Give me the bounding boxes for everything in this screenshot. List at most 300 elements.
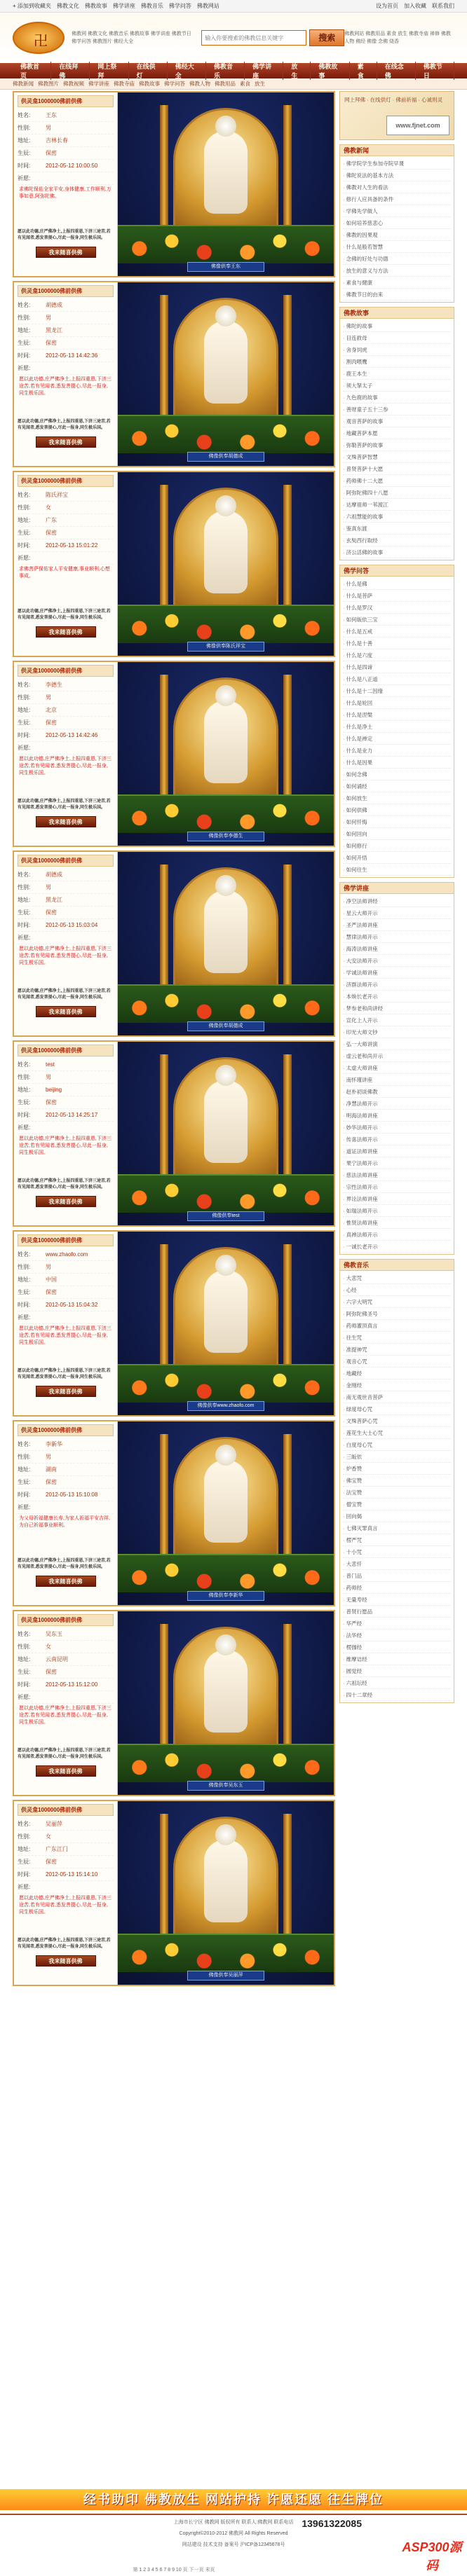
sidebar-link[interactable]: · 什么是四谛 bbox=[343, 661, 451, 673]
sidebar-link[interactable]: · 惟贤法师讲座 bbox=[343, 1217, 451, 1229]
sidebar-link[interactable]: · 地藏菩萨本愿 bbox=[343, 427, 451, 439]
sidebar-link[interactable]: · 弘一大师讲演 bbox=[343, 1038, 451, 1050]
sidebar-link[interactable]: · 什么是罗汉 bbox=[343, 602, 451, 614]
sidebar-link[interactable]: · 舍身饲虎 bbox=[343, 344, 451, 356]
box-title: 佛教音乐 bbox=[340, 1260, 454, 1271]
date-value: 2012-05-13 14:42:46 bbox=[46, 732, 98, 738]
wish-row bbox=[18, 362, 114, 375]
sidebar-link[interactable]: · 妙华法师开示 bbox=[343, 1122, 451, 1134]
wish-text: 愿以此功德,庄严佛净土,上报四重恩,下济三途苦,若有见闻者,悉发菩提心,尽此一报身,同生极乐国。 bbox=[19, 377, 111, 396]
sidebar-link[interactable]: · 济群法师开示 bbox=[343, 979, 451, 991]
lectures-box bbox=[339, 882, 454, 1255]
subnav-item[interactable]: 佛教图片 bbox=[38, 81, 59, 87]
sidebar-link[interactable]: · 海涛法师讲座 bbox=[343, 943, 451, 955]
sidebar-link[interactable]: · 什么是轮回 bbox=[343, 697, 451, 709]
sidebar-link[interactable]: · 法宝赞 bbox=[343, 1487, 451, 1499]
set-homepage-link[interactable]: 设为首页 bbox=[376, 3, 398, 9]
offering-info bbox=[14, 1611, 118, 1795]
birth-label: 生辰: bbox=[18, 1669, 31, 1675]
sidebar-link[interactable]: · 佛陀的故事 bbox=[343, 320, 451, 332]
sidebar-link[interactable]: · 什么是五戒 bbox=[343, 626, 451, 638]
sidebar-link[interactable]: · 白度母心咒 bbox=[343, 1439, 451, 1451]
sidebar-link[interactable]: · 如何诵经 bbox=[343, 780, 451, 792]
sidebar-link[interactable]: · 莲花生大士心咒 bbox=[343, 1427, 451, 1439]
date-value: 2012-05-13 15:14:10 bbox=[46, 1871, 98, 1878]
site-logo[interactable] bbox=[13, 22, 65, 54]
name-label: 姓名: bbox=[18, 1441, 31, 1447]
nav-item[interactable]: 佛学讲座 bbox=[245, 62, 283, 80]
sidebar-link[interactable]: · 太虚大师讲座 bbox=[343, 1062, 451, 1074]
sidebar-link[interactable]: · 如何供佛 bbox=[343, 804, 451, 816]
dedication-text: 愿以此功德,庄严佛净土,上报四重恩,下济三途苦,若有见闻者,悉发菩提心,尽此一报身,同生极乐国。 bbox=[18, 989, 111, 1000]
offering-title: 供灵龛1000000佛前供佛 bbox=[18, 1045, 114, 1056]
news-box bbox=[339, 144, 454, 303]
music-box bbox=[339, 1259, 454, 1703]
sidebar-link[interactable]: · 四十二章经 bbox=[343, 1689, 451, 1701]
sex-value: 男 bbox=[46, 884, 51, 890]
sidebar-link[interactable]: · 地藏经 bbox=[343, 1368, 451, 1379]
sex-label: 性别: bbox=[18, 504, 31, 511]
name-label: 姓名: bbox=[18, 1251, 31, 1258]
buddha-altar-image bbox=[118, 472, 334, 656]
date-value: 2012-05-13 15:12:00 bbox=[46, 1681, 98, 1688]
date-row bbox=[18, 1679, 114, 1691]
sidebar-link[interactable]: · 善财童子五十三参 bbox=[343, 404, 451, 415]
date-row bbox=[18, 1489, 114, 1501]
wish-text: 求佛陀保佑全家平安,身体健康,工作顺利,万事如意,阿弥陀佛。 bbox=[19, 187, 111, 199]
subnav-item[interactable]: 素食 bbox=[240, 81, 250, 87]
nav-item[interactable]: 网上祭拜 bbox=[90, 62, 128, 80]
sidebar-link[interactable]: · 普门品 bbox=[343, 1570, 451, 1582]
date-label: 时间: bbox=[18, 352, 31, 359]
offering-card bbox=[13, 661, 335, 847]
name-row bbox=[18, 1628, 114, 1641]
bottom-ad-banner[interactable] bbox=[0, 2489, 467, 2510]
buddha-statue-icon bbox=[204, 1270, 248, 1353]
join-offering-button[interactable]: 我来随喜供佛 bbox=[36, 1576, 96, 1587]
date-value: 2012-05-12 10:00:50 bbox=[46, 163, 98, 169]
sex-label: 性别: bbox=[18, 694, 31, 701]
sidebar-link[interactable]: · 印光大师文钞 bbox=[343, 1026, 451, 1038]
nav-item[interactable]: 佛教故事 bbox=[311, 62, 349, 80]
sex-row bbox=[18, 1641, 114, 1653]
sidebar-link[interactable]: · 往生咒 bbox=[343, 1332, 451, 1344]
buddha-statue-icon bbox=[204, 1460, 248, 1543]
sidebar-link[interactable]: · 三皈依 bbox=[343, 1451, 451, 1463]
sidebar-link[interactable]: · 药师佛十二大愿 bbox=[343, 475, 451, 487]
subnav-item[interactable]: 佛教人物 bbox=[189, 81, 210, 87]
wish-row bbox=[18, 1311, 114, 1324]
offering-title: 供灵龛1000000佛前供佛 bbox=[18, 1424, 114, 1436]
topbar-link[interactable]: 佛学讲座 bbox=[112, 3, 135, 9]
sex-row bbox=[18, 691, 114, 704]
birth-row bbox=[18, 1476, 114, 1489]
sidebar-link[interactable]: · 什么是禅定 bbox=[343, 733, 451, 745]
box-title: 佛学讲座 bbox=[340, 883, 454, 894]
sidebar-link[interactable]: · 素食与健康 bbox=[343, 277, 451, 289]
sidebar-link[interactable]: · 南怀瑾讲座 bbox=[343, 1074, 451, 1086]
location-value: 湖南 bbox=[46, 1466, 57, 1473]
sidebar-link[interactable]: · 观音心咒 bbox=[343, 1356, 451, 1368]
sidebar-link[interactable]: · 佛教节日的由来 bbox=[343, 289, 451, 301]
flower-offering bbox=[118, 605, 334, 643]
offering-plaque: 佛像供奉陈氏祥宝 bbox=[187, 642, 264, 652]
join-offering-button[interactable]: 我来随喜供佛 bbox=[36, 1196, 96, 1207]
topbar-link[interactable]: 佛学问答 bbox=[168, 3, 191, 9]
wish-row bbox=[18, 1501, 114, 1514]
wish-text: 为父母祈福健康长寿,为家人祈福平安吉祥,为自己祈福事业顺利。 bbox=[19, 1516, 110, 1528]
birth-row bbox=[18, 907, 114, 919]
sidebar-link[interactable]: · 如何修行 bbox=[343, 840, 451, 852]
wish-label: 祈愿: bbox=[18, 935, 31, 941]
search-area bbox=[201, 29, 344, 46]
contact-link[interactable]: 联系我们 bbox=[432, 3, 454, 9]
sidebar-link[interactable]: · 传喜法师开示 bbox=[343, 1134, 451, 1145]
nav-item[interactable]: 素食 bbox=[350, 62, 377, 80]
dedication-text: 愿以此功德,庄严佛净土,上报四重恩,下济三途苦,若有见闻者,悉发菩提心,尽此一报身,同生极乐国。 bbox=[18, 1749, 111, 1759]
sidebar-link[interactable]: · 如何忏悔 bbox=[343, 816, 451, 828]
birth-value: 保密 bbox=[46, 530, 57, 536]
join-offering-button[interactable]: 我来随喜供佛 bbox=[36, 1955, 96, 1967]
offering-card bbox=[13, 471, 335, 657]
sidebar-link[interactable]: · 佛宝赞 bbox=[343, 1475, 451, 1487]
birth-label: 生辰: bbox=[18, 340, 31, 346]
location-label: 地址: bbox=[18, 707, 31, 713]
sidebar-link[interactable]: · 回向偈 bbox=[343, 1510, 451, 1522]
sidebar-link[interactable]: · 法华经 bbox=[343, 1630, 451, 1641]
sidebar-link[interactable]: · 维摩诘经 bbox=[343, 1653, 451, 1665]
birth-label: 生辰: bbox=[18, 150, 31, 156]
sidebar-link[interactable]: · 什么是十二因缘 bbox=[343, 685, 451, 697]
sidebar-link[interactable]: · 南无观世音菩萨 bbox=[343, 1391, 451, 1403]
sidebar-link[interactable]: · 文殊菩萨心咒 bbox=[343, 1415, 451, 1427]
sidebar-link[interactable]: · 圆觉经 bbox=[343, 1665, 451, 1677]
sidebar-link[interactable]: · 六祖坛经 bbox=[343, 1677, 451, 1689]
nav-item[interactable]: 在线拜佛 bbox=[51, 62, 90, 80]
sidebar-link[interactable]: · 如何开悟 bbox=[343, 852, 451, 864]
wish-text: 愿以此功德,庄严佛净土,上报四重恩,下济三途苦,若有见闻者,悉发菩提心,尽此一报身,同生极乐国。 bbox=[19, 757, 111, 776]
nav-item[interactable]: 放生 bbox=[283, 62, 311, 80]
date-label: 时间: bbox=[18, 922, 31, 928]
topbar-link[interactable]: 佛教文化 bbox=[56, 3, 79, 9]
sidebar-link[interactable]: · 佛教的因果观 bbox=[343, 229, 451, 241]
sidebar-link[interactable]: · 七佛灭罪真言 bbox=[343, 1522, 451, 1534]
birth-row bbox=[18, 1096, 114, 1109]
nav-item[interactable]: 佛教节日 bbox=[416, 62, 454, 80]
subnav-item[interactable]: 佛学问答 bbox=[164, 81, 185, 87]
name-label: 姓名: bbox=[18, 302, 31, 308]
banner-url[interactable]: www.fjnet.com bbox=[386, 116, 449, 135]
buddha-altar-image bbox=[118, 1421, 334, 1605]
sidebar-link[interactable]: · 无量寿经 bbox=[343, 1594, 451, 1606]
sex-value: 男 bbox=[46, 315, 51, 321]
birth-label: 生辰: bbox=[18, 1859, 31, 1865]
birth-value: 保密 bbox=[46, 1479, 57, 1485]
sidebar-link[interactable]: · 目连救母 bbox=[343, 332, 451, 344]
offering-info bbox=[14, 92, 118, 276]
sidebar-link[interactable]: · 药师灌顶真言 bbox=[343, 1320, 451, 1332]
dedication-text: 愿以此功德,庄严佛净土,上报四重恩,下济三途苦,若有见闻者,悉发菩提心,尽此一报身,同生极乐国。 bbox=[18, 230, 111, 240]
buddha-statue-icon bbox=[204, 1650, 248, 1733]
sidebar-link[interactable]: · 慈法法师讲座 bbox=[343, 1169, 451, 1181]
date-row bbox=[18, 1868, 114, 1881]
sidebar-link[interactable]: · 如何念佛 bbox=[343, 769, 451, 780]
sidebar-link[interactable]: · 佛学院学生参加寺院早课 bbox=[343, 158, 451, 170]
sidebar-link[interactable]: · 宗性法师开示 bbox=[343, 1181, 451, 1193]
topbar-link[interactable]: 佛教网站 bbox=[196, 3, 219, 9]
location-label: 地址: bbox=[18, 897, 31, 903]
buddha-altar-image bbox=[118, 92, 334, 276]
sidebar-link[interactable]: · 阿弥陀佛圣号 bbox=[343, 1308, 451, 1320]
pagination[interactable]: 第 1 2 3 4 5 6 7 8 9 10 页 下一页 末页 bbox=[133, 2568, 215, 2572]
subnav-item[interactable]: 佛教用品 bbox=[215, 81, 236, 87]
sidebar-link[interactable]: · 什么是般若智慧 bbox=[343, 241, 451, 253]
sidebar-link[interactable]: · 如瑞法师开示 bbox=[343, 1205, 451, 1217]
dedication-text: 愿以此功德,庄严佛净土,上报四重恩,下济三途苦,若有见闻者,悉发菩提心,尽此一报身,同生极乐国。 bbox=[18, 1938, 111, 1949]
flower-offering bbox=[118, 1364, 334, 1403]
location-row bbox=[18, 1463, 114, 1476]
sidebar-link[interactable]: · 星云大师开示 bbox=[343, 907, 451, 919]
sidebar-link[interactable]: · 什么是净土 bbox=[343, 721, 451, 733]
birth-value: 保密 bbox=[46, 340, 57, 346]
sidebar-link[interactable]: · 六祖慧能的故事 bbox=[343, 511, 451, 523]
topbar-link[interactable]: 佛教故事 bbox=[84, 3, 107, 9]
date-label: 时间: bbox=[18, 542, 31, 549]
sidebar-link[interactable]: · 心经 bbox=[343, 1284, 451, 1296]
sidebar-link[interactable]: · 圣严法师讲座 bbox=[343, 919, 451, 931]
sidebar-link[interactable]: · 虚云老和尚开示 bbox=[343, 1050, 451, 1062]
sidebar-link[interactable]: · 什么是业力 bbox=[343, 745, 451, 757]
sidebar-link[interactable]: · 佛教对人生的看法 bbox=[343, 181, 451, 193]
sidebar-link[interactable]: · 大悲咒 bbox=[343, 1272, 451, 1284]
wish-text: 愿以此功德,庄严佛净土,上报四重恩,下济三途苦,若有见闻者,悉发菩提心,尽此一报身,同生极乐国。 bbox=[19, 1896, 111, 1915]
offering-title: 供灵龛1000000佛前供佛 bbox=[18, 665, 114, 677]
sidebar-link[interactable]: · 准提神咒 bbox=[343, 1344, 451, 1356]
sidebar-link[interactable]: · 净慧法师开示 bbox=[343, 1098, 451, 1110]
sidebar-link[interactable]: · 弥勒菩萨的故事 bbox=[343, 439, 451, 451]
sidebar-link[interactable]: · 慧律法师开示 bbox=[343, 931, 451, 943]
search-input[interactable] bbox=[201, 30, 306, 46]
birth-label: 生辰: bbox=[18, 1099, 31, 1106]
dedication-text: 愿以此功德,庄严佛净土,上报四重恩,下济三途苦,若有见闻者,悉发菩提心,尽此一报身,同生极乐国。 bbox=[18, 609, 111, 620]
join-offering-button[interactable]: 我来随喜供佛 bbox=[36, 816, 96, 827]
nav-item[interactable]: 佛教音乐 bbox=[206, 62, 245, 80]
offering-plaque: 佛像供奉王东 bbox=[187, 262, 264, 272]
topbar-link[interactable]: 佛教音乐 bbox=[140, 3, 163, 9]
location-label: 地址: bbox=[18, 327, 31, 333]
offering-info bbox=[14, 1232, 118, 1415]
sidebar-link[interactable]: · 如何皈依三宝 bbox=[343, 614, 451, 626]
sidebar-link[interactable]: · 药师经 bbox=[343, 1582, 451, 1594]
name-row bbox=[18, 1248, 114, 1261]
sidebar-link[interactable]: · 九色鹿的故事 bbox=[343, 392, 451, 404]
wish-text: 愿以此功德,庄严佛净土,上报四重恩,下济三途苦,若有见闻者,悉发菩提心,尽此一报身,同生极乐国。 bbox=[19, 1326, 111, 1345]
offering-plaque: 佛像供奉李新华 bbox=[187, 1591, 264, 1601]
subnav-item[interactable]: 佛学讲座 bbox=[88, 81, 109, 87]
sidebar-link[interactable]: · 楞伽经 bbox=[343, 1641, 451, 1653]
dedication-text: 愿以此功德,庄严佛净土,上报四重恩,下济三途苦,若有见闻者,悉发菩提心,尽此一报身,同生极乐国。 bbox=[18, 799, 111, 810]
birth-value: 保密 bbox=[46, 909, 57, 916]
sidebar-link[interactable]: · 念佛的好处与功德 bbox=[343, 253, 451, 265]
asp300-logo[interactable]: ASP300源码 bbox=[400, 2538, 464, 2556]
wish-row bbox=[18, 932, 114, 944]
sidebar-link[interactable]: · 观音菩萨的故事 bbox=[343, 415, 451, 427]
offering-info bbox=[14, 662, 118, 846]
sidebar-link[interactable]: · 达摩祖师一苇渡江 bbox=[343, 499, 451, 511]
birth-value: 保密 bbox=[46, 1669, 57, 1675]
sidebar-link[interactable]: · 大安法师开示 bbox=[343, 955, 451, 967]
sidebar-link[interactable]: · 果宁法师开示 bbox=[343, 1157, 451, 1169]
subnav-item[interactable]: 佛教新闻 bbox=[13, 81, 34, 87]
name-value: 李德生 bbox=[46, 682, 62, 688]
name-label: 姓名: bbox=[18, 872, 31, 878]
sidebar-link[interactable]: · 普贤行愿品 bbox=[343, 1606, 451, 1618]
name-row bbox=[18, 109, 114, 122]
join-offering-button[interactable]: 我来随喜供佛 bbox=[36, 626, 96, 638]
sidebar-link[interactable]: · 真禅法师开示 bbox=[343, 1229, 451, 1241]
sidebar-link[interactable]: · 佛陀说法的基本方法 bbox=[343, 170, 451, 181]
dedication-text: 愿以此功德,庄严佛净土,上报四重恩,下济三途苦,若有见闻者,悉发菩提心,尽此一报身,同生极乐国。 bbox=[18, 1179, 111, 1190]
sidebar-link[interactable]: · 割肉喂鹰 bbox=[343, 356, 451, 368]
join-offering-button[interactable]: 我来随喜供佛 bbox=[36, 1006, 96, 1017]
sidebar-link[interactable]: · 界诠法师讲座 bbox=[343, 1193, 451, 1205]
location-value: 中国 bbox=[46, 1276, 57, 1283]
sidebar-link[interactable]: · 僧宝赞 bbox=[343, 1499, 451, 1510]
sidebar-link[interactable]: · 须大拏太子 bbox=[343, 380, 451, 392]
join-offering-button[interactable]: 我来随喜供佛 bbox=[36, 436, 96, 448]
sex-label: 性别: bbox=[18, 1644, 31, 1650]
buddha-altar-image bbox=[118, 662, 334, 846]
sidebar-link[interactable]: · 如何往生 bbox=[343, 864, 451, 876]
sidebar-link[interactable]: · 华严经 bbox=[343, 1618, 451, 1630]
wish-row bbox=[18, 742, 114, 755]
sidebar-link[interactable]: · 什么是涅槃 bbox=[343, 709, 451, 721]
subnav-item[interactable]: 佛教寺庙 bbox=[114, 81, 135, 87]
offering-info bbox=[14, 1801, 118, 1985]
sidebar-link[interactable]: · 楞严咒 bbox=[343, 1534, 451, 1546]
nav-item[interactable]: 佛经大全 bbox=[168, 62, 206, 80]
sidebar-link[interactable]: · 放生的意义与方法 bbox=[343, 265, 451, 277]
sidebar-link[interactable]: · 净空法师讲经 bbox=[343, 895, 451, 907]
offering-info bbox=[14, 1042, 118, 1225]
name-value: 吴东玉 bbox=[46, 1631, 62, 1637]
sidebar-link[interactable]: · 梦参老和尚讲经 bbox=[343, 1003, 451, 1014]
sidebar-link[interactable]: · 道证法师讲座 bbox=[343, 1145, 451, 1157]
sidebar-link[interactable]: · 炉香赞 bbox=[343, 1463, 451, 1475]
sex-label: 性别: bbox=[18, 1264, 31, 1270]
sidebar-link[interactable]: · 什么是六度 bbox=[343, 649, 451, 661]
sidebar-link[interactable]: · 鹿王本生 bbox=[343, 368, 451, 380]
sidebar-link[interactable]: · 赵朴初谈佛教 bbox=[343, 1086, 451, 1098]
birth-value: 保密 bbox=[46, 150, 57, 156]
sidebar-link[interactable]: · 济公活佛的故事 bbox=[343, 546, 451, 558]
box-title: 佛教故事 bbox=[340, 308, 454, 319]
sidebar-link[interactable]: · 一诚长老开示 bbox=[343, 1241, 451, 1253]
date-row bbox=[18, 160, 114, 172]
subnav-item[interactable]: 佛教故事 bbox=[139, 81, 160, 87]
nav-item[interactable]: 在线供灯 bbox=[129, 62, 168, 80]
sidebar-link[interactable]: · 什么是八正道 bbox=[343, 673, 451, 685]
wish-label: 祈愿: bbox=[18, 1504, 31, 1510]
name-row bbox=[18, 1818, 114, 1831]
sex-label: 性别: bbox=[18, 1454, 31, 1460]
sidebar-link[interactable]: · 修行人应具备的条件 bbox=[343, 193, 451, 205]
sidebar-banner[interactable] bbox=[339, 91, 454, 140]
join-offering-button[interactable]: 我来随喜供佛 bbox=[36, 1386, 96, 1397]
buddha-statue-icon bbox=[204, 511, 248, 593]
header-links-left[interactable]: 佛教网 佛教文化 佛教音乐 佛教故事 佛学讲座 佛教节日 佛学问答 佛教图片 佛经大全 bbox=[72, 32, 191, 44]
sidebar-link[interactable]: · 如何培养慈悲心 bbox=[343, 217, 451, 229]
sex-value: 男 bbox=[46, 1074, 51, 1080]
sidebar-link[interactable]: · 宣化上人开示 bbox=[343, 1014, 451, 1026]
sidebar-link[interactable]: · 玄奘西行取经 bbox=[343, 535, 451, 546]
wish-text: 愿以此功德,庄严佛净土,上报四重恩,下济三途苦,若有见闻者,悉发菩提心,尽此一报身,同生极乐国。 bbox=[19, 1136, 111, 1155]
join-offering-button[interactable]: 我来随喜供佛 bbox=[36, 1765, 96, 1777]
offering-plaque: 佛像供奉胡德成 bbox=[187, 452, 264, 462]
sidebar-link[interactable]: · 什么是菩萨 bbox=[343, 590, 451, 602]
name-value: www.zhaofo.com bbox=[46, 1251, 88, 1258]
offering-plaque: 佛像供奉吴丽萍 bbox=[187, 1971, 264, 1981]
sidebar-link[interactable]: · 阿弥陀佛四十八愿 bbox=[343, 487, 451, 499]
wish-row bbox=[18, 1881, 114, 1894]
sidebar-link[interactable]: · 学诚法师讲座 bbox=[343, 967, 451, 979]
name-row bbox=[18, 1059, 114, 1071]
nav-item[interactable]: 佛教首页 bbox=[13, 62, 51, 80]
buddha-altar-image bbox=[118, 1232, 334, 1415]
offering-plaque: 佛像供奉www.zhaofo.com bbox=[187, 1401, 264, 1411]
sidebar-link[interactable]: · 如何回向 bbox=[343, 828, 451, 840]
sidebar-link[interactable]: · 什么是佛 bbox=[343, 578, 451, 590]
site-header bbox=[0, 13, 467, 63]
name-row bbox=[18, 869, 114, 881]
date-row bbox=[18, 919, 114, 932]
birth-value: 保密 bbox=[46, 1859, 57, 1865]
location-value: 吉林长春 bbox=[46, 137, 68, 144]
search-button[interactable]: 搜索 bbox=[309, 29, 344, 46]
offering-card bbox=[13, 281, 335, 467]
birth-value: 保密 bbox=[46, 1289, 57, 1295]
join-offering-button[interactable]: 我来随喜供佛 bbox=[36, 247, 96, 258]
sex-value: 男 bbox=[46, 1454, 51, 1460]
header-links-right[interactable]: 佛教网站 佛教用品 素食 放生 佛教寺庙 禅修 佛教人物 佛经 佛像 念佛 烧香 bbox=[344, 32, 451, 44]
add-bookmark-link[interactable]: 加入收藏 bbox=[404, 3, 426, 9]
sidebar-link[interactable]: · 六字大明咒 bbox=[343, 1296, 451, 1308]
flower-offering bbox=[118, 1934, 334, 1972]
sidebar-link[interactable]: · 如何放生 bbox=[343, 792, 451, 804]
sidebar-link[interactable]: · 鉴真东渡 bbox=[343, 523, 451, 535]
sidebar-link[interactable]: · 什么是因果 bbox=[343, 757, 451, 769]
subnav-item[interactable]: 放生 bbox=[255, 81, 265, 87]
sidebar-link[interactable]: · 大悲忏 bbox=[343, 1558, 451, 1570]
footer-line: 上海市长宁区 佛教网 版权所有 联系人:佛教网 联系电话 bbox=[173, 2520, 294, 2525]
sidebar-link[interactable]: · 金刚经 bbox=[343, 1379, 451, 1391]
sidebar-link[interactable]: · 绿度母心咒 bbox=[343, 1403, 451, 1415]
location-label: 地址: bbox=[18, 517, 31, 523]
sidebar-link[interactable]: · 什么是十善 bbox=[343, 638, 451, 649]
nav-item[interactable]: 在线念佛 bbox=[377, 62, 416, 80]
subnav-item[interactable]: 佛教视频 bbox=[63, 81, 84, 87]
flower-offering bbox=[118, 415, 334, 453]
sidebar-link[interactable]: · 学佛先学做人 bbox=[343, 205, 451, 217]
sidebar-link[interactable]: · 本焕长老开示 bbox=[343, 991, 451, 1003]
add-favorite-link[interactable]: + 添加到收藏夹 bbox=[13, 3, 51, 9]
sidebar-link[interactable]: · 明海法师讲座 bbox=[343, 1110, 451, 1122]
sidebar-link[interactable]: · 十小咒 bbox=[343, 1546, 451, 1558]
date-value: 2012-05-13 15:04:32 bbox=[46, 1302, 98, 1308]
sidebar-link[interactable]: · 文殊菩萨智慧 bbox=[343, 451, 451, 463]
offering-title: 供灵龛1000000佛前供佛 bbox=[18, 285, 114, 297]
sidebar-link[interactable]: · 普贤菩萨十大愿 bbox=[343, 463, 451, 475]
